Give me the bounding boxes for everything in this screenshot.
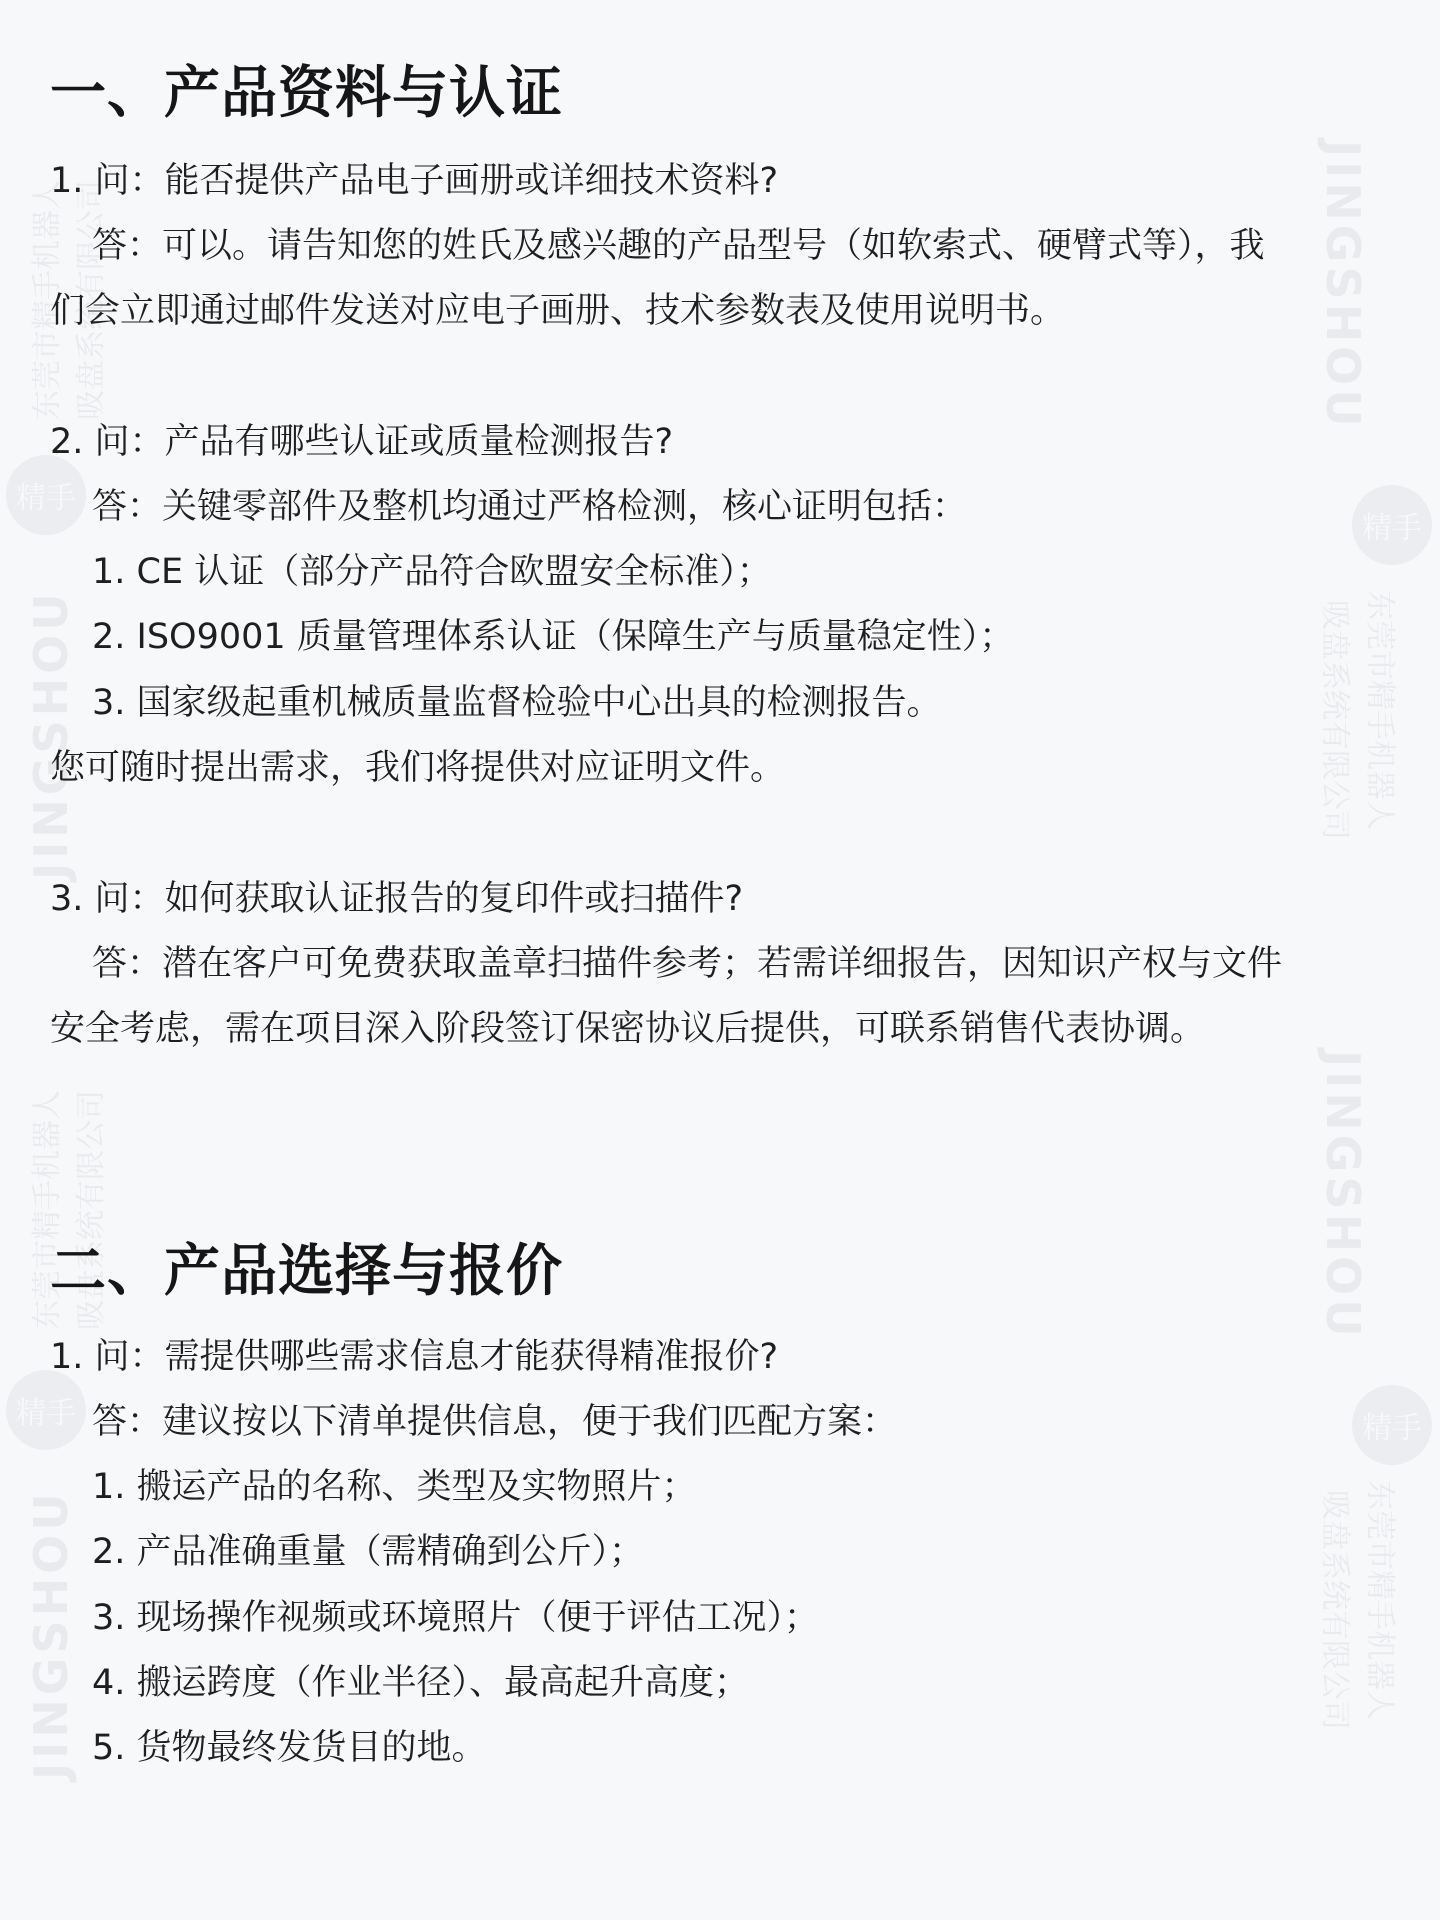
watermark-text: 吸盘系统有限公司 xyxy=(74,1090,109,1330)
watermark-seal: 精手 xyxy=(1352,485,1432,565)
watermark-text: 吸盘系统有限公司 xyxy=(1317,600,1352,840)
list-item: 1. CE 认证（部分产品符合欧盟安全标准）； xyxy=(92,552,772,592)
section-title: 一、产品资料与认证 xyxy=(50,61,563,126)
list-item: 3. 国家级起重机械质量监督检验中心出具的检测报告。 xyxy=(92,683,942,723)
watermark-text: JINGSHOU xyxy=(1316,140,1370,431)
answer-text: 答：可以。请告知您的姓氏及感兴趣的产品型号（如软索式、硬臂式等），我 xyxy=(92,226,1265,266)
watermark-text: 东莞市精手机器人 xyxy=(1362,590,1397,830)
section-title: 二、产品选择与报价 xyxy=(50,1239,563,1304)
watermark-seal: 精手 xyxy=(1352,1385,1432,1465)
answer-text: 答：建议按以下清单提供信息，便于我们匹配方案： xyxy=(92,1402,898,1442)
list-item: 1. 搬运产品的名称、类型及实物照片； xyxy=(92,1467,697,1507)
watermark-text: 东莞市精手机器人 xyxy=(1362,1480,1397,1720)
watermark-text: JINGSHOU xyxy=(24,1489,78,1780)
question-text: 1. 问：能否提供产品电子画册或详细技术资料? xyxy=(50,161,779,201)
watermark-text: 吸盘系统有限公司 xyxy=(1317,1490,1352,1730)
list-item: 2. 产品准确重量（需精确到公斤）； xyxy=(92,1532,645,1572)
watermark-text: JINGSHOU xyxy=(1316,1050,1370,1341)
answer-text: 们会立即通过邮件发送对应电子画册、技术参数表及使用说明书。 xyxy=(50,291,1066,331)
question-text: 3. 问：如何获取认证报告的复印件或扫描件? xyxy=(50,879,744,919)
answer-text: 您可随时提出需求，我们将提供对应证明文件。 xyxy=(50,748,786,788)
watermark-seal: 精手 xyxy=(6,455,86,535)
question-text: 2. 问：产品有哪些认证或质量检测报告? xyxy=(50,422,674,462)
answer-text: 安全考虑，需在项目深入阶段签订保密协议后提供，可联系销售代表协调。 xyxy=(50,1009,1206,1049)
watermark-text: 吸盘系统有限公司 xyxy=(74,180,109,420)
watermark-seal: 精手 xyxy=(6,1370,86,1450)
list-item: 4. 搬运跨度（作业半径）、最高起升高度； xyxy=(92,1663,750,1703)
list-item: 2. ISO9001 质量管理体系认证（保障生产与质量稳定性）； xyxy=(92,617,1015,657)
answer-text: 答：关键零部件及整机均通过严格检测，核心证明包括： xyxy=(92,487,968,527)
question-text: 1. 问：需提供哪些需求信息才能获得精准报价? xyxy=(50,1337,779,1377)
watermark-text: JINGSHOU xyxy=(24,589,78,880)
list-item: 5. 货物最终发货目的地。 xyxy=(92,1728,487,1768)
list-item: 3. 现场操作视频或环境照片（便于评估工况）； xyxy=(92,1598,820,1638)
watermark-text: 东莞市精手机器人 xyxy=(30,1090,65,1330)
watermark-text: 东莞市精手机器人 xyxy=(30,180,65,420)
answer-text: 答：潜在客户可免费获取盖章扫描件参考；若需详细报告，因知识产权与文件 xyxy=(92,944,1283,984)
